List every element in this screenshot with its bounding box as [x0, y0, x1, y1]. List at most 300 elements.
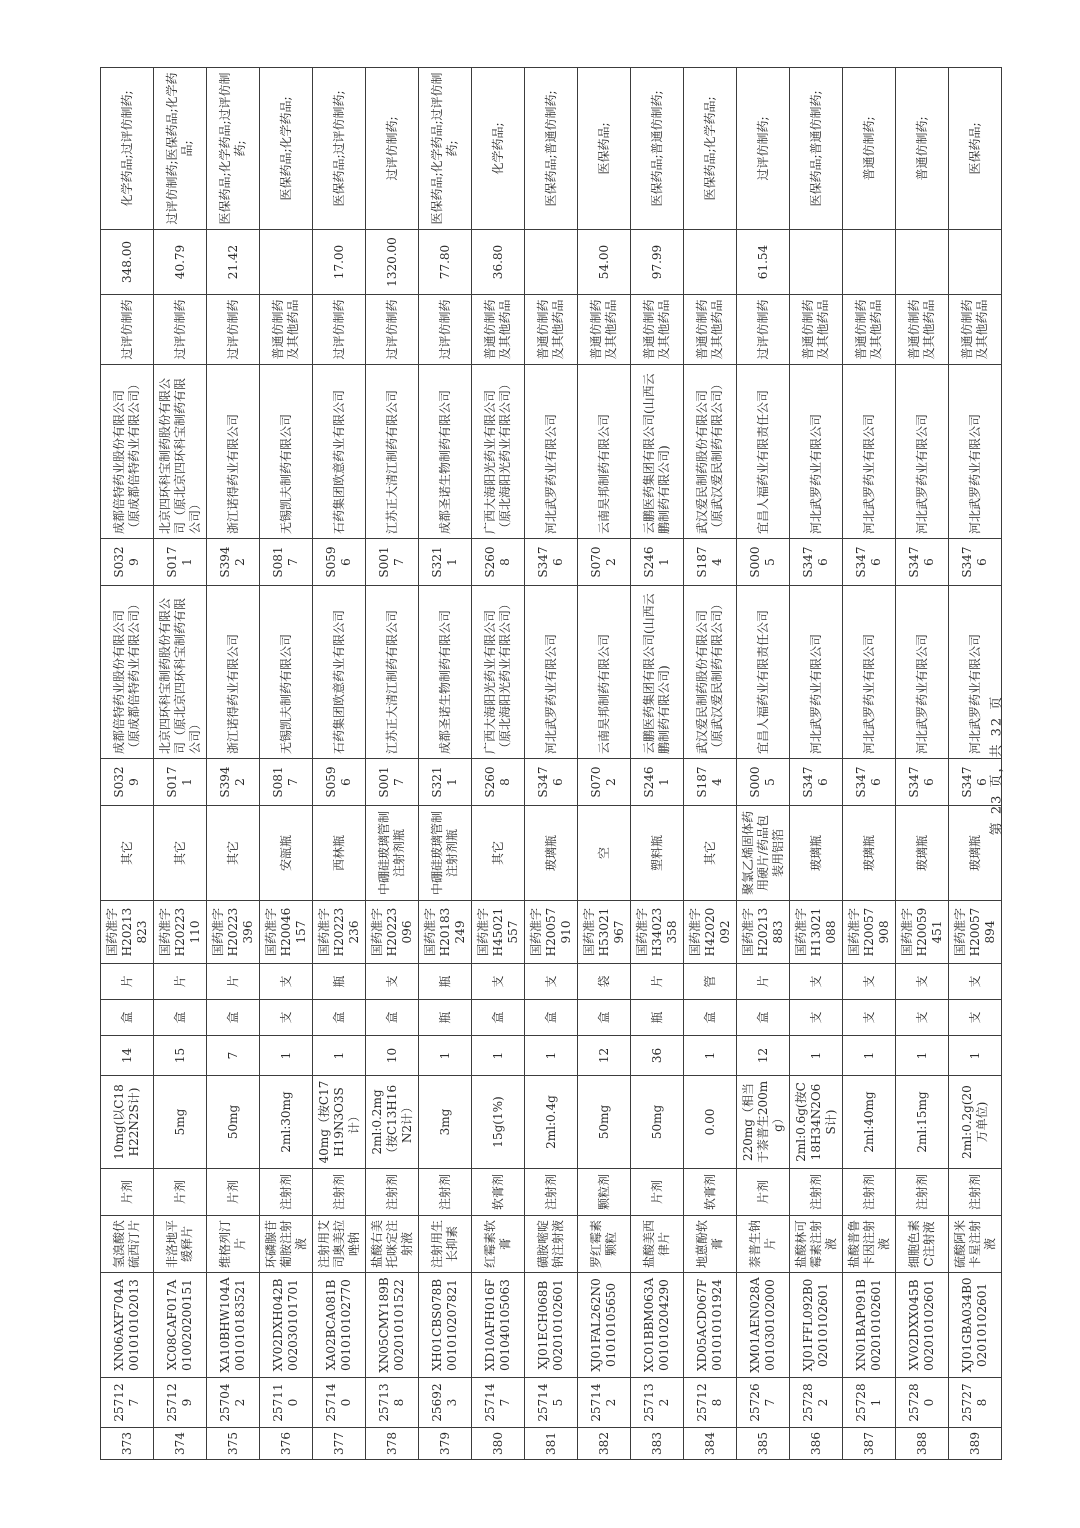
producer-name-cell: 河北武罗药业有限公司 [896, 586, 949, 759]
price-cell: 1320.00 [366, 230, 419, 295]
drug-name-cell: 注射用生长抑素 [419, 1216, 472, 1273]
pack-quantity-cell: 12 [578, 1036, 631, 1076]
producer-code-cell: S3476 [896, 759, 949, 806]
producer-code-cell: S2608 [472, 759, 525, 806]
producer-name-cell: 无锡凯夫制药有限公司 [260, 586, 313, 759]
listing-company-cell: 河北武罗药业有限公司 [843, 365, 896, 539]
drug-name-cell: 萘普生钠片 [737, 1216, 790, 1273]
row-number-cell: 386 [790, 1428, 843, 1460]
row-number-cell: 381 [525, 1428, 578, 1460]
pack-unit-cell: 盒 [313, 1000, 366, 1036]
approval-number-cell: 国药准字H20223236 [313, 901, 366, 964]
min-unit-cell: 片 [737, 964, 790, 1000]
dosage-form-cell: 注射剂 [366, 1169, 419, 1216]
price-cell: 36.80 [472, 230, 525, 295]
price-cell: 348.00 [101, 230, 154, 295]
packaging-material-cell: 其它 [472, 806, 525, 901]
min-unit-cell: 片 [207, 964, 260, 1000]
listing-code-cell: S3211 [419, 539, 472, 586]
producer-name-cell: 武汉爱民制药股份有限公司（原武汉爱民制药有限公司） [684, 586, 737, 759]
producer-code-cell: S3476 [525, 759, 578, 806]
pack-unit-cell: 支 [843, 1000, 896, 1036]
min-unit-cell: 片 [631, 964, 684, 1000]
price-cell [260, 230, 313, 295]
drug-category-cell: 普通仿制药及其他药品 [790, 295, 843, 365]
listing-code-cell: S0596 [313, 539, 366, 586]
producer-code-cell: S0329 [101, 759, 154, 806]
specification-cell: 2ml:0.4g [525, 1076, 578, 1169]
table-row [101, 68, 154, 1460]
specification-cell: 15g(1%) [472, 1076, 525, 1169]
approval-number-cell: 国药准字H20057910 [525, 901, 578, 964]
packaging-material-cell: 玻璃瓶 [790, 806, 843, 901]
approval-number-cell: 国药准字H53021967 [578, 901, 631, 964]
producer-code-cell: S3476 [790, 759, 843, 806]
pack-unit-cell: 支 [790, 1000, 843, 1036]
producer-name-cell: 宜昌人福药业有限责任公司 [737, 586, 790, 759]
min-unit-cell: 支 [260, 964, 313, 1000]
drug-name-cell: 注射用艾司奥美拉唑钠 [313, 1216, 366, 1273]
approval-number-cell: 国药准字H20183249 [419, 901, 472, 964]
packaging-material-cell: 玻璃瓶 [525, 806, 578, 901]
price-cell: 17.00 [313, 230, 366, 295]
dosage-form-cell: 软膏剂 [472, 1169, 525, 1216]
specification-cell: 2ml:0.6g(按C18H34N2O6S计) [790, 1076, 843, 1169]
min-unit-cell: 支 [366, 964, 419, 1000]
dosage-form-cell: 注射剂 [260, 1169, 313, 1216]
listing-company-cell: 河北武罗药业有限公司 [790, 365, 843, 539]
pack-quantity-cell: 1 [472, 1036, 525, 1076]
drug-attributes-cell: 医保药品; [578, 68, 631, 230]
packaging-material-cell: 其它 [684, 806, 737, 901]
producer-name-cell: 河北武罗药业有限公司 [949, 586, 1002, 759]
min-unit-cell: 片 [154, 964, 207, 1000]
drug-category-cell: 过评仿制药 [154, 295, 207, 365]
producer-name-cell: 河北武罗药业有限公司 [843, 586, 896, 759]
drug-code-cell: XA02BCA081B001010102770 [313, 1273, 366, 1378]
pack-unit-cell: 盒 [525, 1000, 578, 1036]
listing-company-cell: 成都倍特药业股份有限公司（原成都倍特药业有限公司） [101, 365, 154, 539]
approval-number-cell: 国药准字H45021557 [472, 901, 525, 964]
drug-name-cell: 非洛地平缓释片 [154, 1216, 207, 1273]
price-cell: 61.54 [737, 230, 790, 295]
pack-quantity-cell: 1 [790, 1036, 843, 1076]
drug-name-cell: 盐酸林可霉素注射液 [790, 1216, 843, 1273]
pack-quantity-cell: 1 [525, 1036, 578, 1076]
listing-company-cell: 浙江诺得药业有限公司 [207, 365, 260, 539]
listing-company-cell: 江苏正大清江制药有限公司 [366, 365, 419, 539]
drug-id-cell: 257127 [101, 1378, 154, 1428]
pack-unit-cell: 瓶 [631, 1000, 684, 1036]
drug-category-cell: 普通仿制药及其他药品 [472, 295, 525, 365]
approval-number-cell: 国药准字H13021088 [790, 901, 843, 964]
pack-quantity-cell: 14 [101, 1036, 154, 1076]
row-number-cell: 373 [101, 1428, 154, 1460]
table-row [790, 68, 843, 1460]
approval-number-cell: 国药准字H34023358 [631, 901, 684, 964]
producer-name-cell: 云南昊邦制药有限公司 [578, 586, 631, 759]
listing-company-cell: 石药集团欧意药业有限公司 [313, 365, 366, 539]
listing-company-cell: 宜昌人福药业有限责任公司 [737, 365, 790, 539]
packaging-material-cell: 中硼硅玻璃管制注射剂瓶 [366, 806, 419, 901]
dosage-form-cell: 片剂 [154, 1169, 207, 1216]
drug-code-cell: XC08CAF017A010020200151 [154, 1273, 207, 1378]
drug-code-cell: XD10AFH016F001040105063 [472, 1273, 525, 1378]
pack-quantity-cell: 12 [737, 1036, 790, 1076]
listing-company-cell: 广西大海阳光药业有限公司（原北海阳光药业有限公司） [472, 365, 525, 539]
table-row [366, 68, 419, 1460]
min-unit-cell: 袋 [578, 964, 631, 1000]
min-unit-cell: 支 [949, 964, 1002, 1000]
drug-code-cell: XD05ACD067F001010101924 [684, 1273, 737, 1378]
producer-name-cell: 广西大海阳光药业有限公司（原北海阳光药业有限公司） [472, 586, 525, 759]
approval-number-cell: 国药准字H20046157 [260, 901, 313, 964]
pack-unit-cell: 盒 [737, 1000, 790, 1036]
producer-name-cell: 成都圣诺生物制药有限公司 [419, 586, 472, 759]
listing-code-cell: S3476 [525, 539, 578, 586]
specification-cell: 2ml:0.2g(20万单位) [949, 1076, 1002, 1169]
specification-cell: 2ml:0.2mg（按C13H16N2计） [366, 1076, 419, 1169]
pack-quantity-cell: 1 [313, 1036, 366, 1076]
drug-attributes-cell: 医保药品;化学药品;过评仿制药; [207, 68, 260, 230]
drug-code-cell: XN06AXF704A001010102013 [101, 1273, 154, 1378]
price-cell [790, 230, 843, 295]
drug-id-cell: 257282 [790, 1378, 843, 1428]
pack-quantity-cell: 36 [631, 1036, 684, 1076]
approval-number-cell: 国药准字H20059451 [896, 901, 949, 964]
drug-name-cell: 盐酸普鲁卡因注射液 [843, 1216, 896, 1273]
price-cell [684, 230, 737, 295]
drug-category-cell: 过评仿制药 [419, 295, 472, 365]
pack-unit-cell: 盒 [207, 1000, 260, 1036]
packaging-material-cell: 聚氯乙烯固体药用硬片/药品包装用铝箔 [737, 806, 790, 901]
pack-quantity-cell: 10 [366, 1036, 419, 1076]
min-unit-cell: 瓶 [419, 964, 472, 1000]
row-number-cell: 387 [843, 1428, 896, 1460]
specification-cell: 50mg [207, 1076, 260, 1169]
drug-id-cell: 257042 [207, 1378, 260, 1428]
dosage-form-cell: 片剂 [101, 1169, 154, 1216]
drug-code-cell: XJ01FAL262N001010105650 [578, 1273, 631, 1378]
specification-cell: 5mg [154, 1076, 207, 1169]
row-number-cell: 377 [313, 1428, 366, 1460]
listing-code-cell: S3942 [207, 539, 260, 586]
drug-id-cell: 257138 [366, 1378, 419, 1428]
min-unit-cell: 支 [843, 964, 896, 1000]
dosage-form-cell: 片剂 [207, 1169, 260, 1216]
specification-cell: 10mg(以C18H22N2S计) [101, 1076, 154, 1169]
pack-unit-cell: 盒 [101, 1000, 154, 1036]
producer-name-cell: 北京四环科宝制药股份有限公司（原北京四环科宝制药有限公司） [154, 586, 207, 759]
drug-name-cell: 硫酸阿米卡星注射液 [949, 1216, 1002, 1273]
row-number-cell: 375 [207, 1428, 260, 1460]
drug-list-table [100, 67, 1002, 1460]
dosage-form-cell: 片剂 [631, 1169, 684, 1216]
drug-attributes-cell: 普通仿制药; [896, 68, 949, 230]
row-number-cell: 374 [154, 1428, 207, 1460]
table-body [101, 68, 1002, 1460]
drug-id-cell: 257267 [737, 1378, 790, 1428]
producer-code-cell: S0171 [154, 759, 207, 806]
specification-cell: 2ml:15mg [896, 1076, 949, 1169]
specification-cell: 2ml:40mg [843, 1076, 896, 1169]
pack-quantity-cell: 1 [843, 1036, 896, 1076]
drug-attributes-cell: 医保药品;普通仿制药; [525, 68, 578, 230]
drug-code-cell: XN01BAP091B002010102601 [843, 1273, 896, 1378]
producer-name-cell: 浙江诺得药业有限公司 [207, 586, 260, 759]
drug-category-cell: 普通仿制药及其他药品 [578, 295, 631, 365]
drug-attributes-cell: 化学药品; [472, 68, 525, 230]
drug-id-cell: 257145 [525, 1378, 578, 1428]
producer-name-cell: 江苏正大清江制药有限公司 [366, 586, 419, 759]
drug-category-cell: 普通仿制药及其他药品 [631, 295, 684, 365]
drug-attributes-cell: 医保药品; [949, 68, 1002, 230]
drug-category-cell: 普通仿制药及其他药品 [260, 295, 313, 365]
packaging-material-cell: 中硼硅玻璃管制注射剂瓶 [419, 806, 472, 901]
specification-cell: 2ml:30mg [260, 1076, 313, 1169]
pack-quantity-cell: 7 [207, 1036, 260, 1076]
min-unit-cell: 支 [896, 964, 949, 1000]
drug-id-cell: 257280 [896, 1378, 949, 1428]
price-cell: 54.00 [578, 230, 631, 295]
price-cell [525, 230, 578, 295]
price-cell: 21.42 [207, 230, 260, 295]
min-unit-cell: 片 [101, 964, 154, 1000]
producer-name-cell: 成都倍特药业股份有限公司（原成都倍特药业有限公司） [101, 586, 154, 759]
producer-code-cell: S3211 [419, 759, 472, 806]
drug-id-cell: 257140 [313, 1378, 366, 1428]
drug-id-cell: 257110 [260, 1378, 313, 1428]
drug-code-cell: XC01BBM063A001010204290 [631, 1273, 684, 1378]
table-row [260, 68, 313, 1460]
pack-quantity-cell: 1 [260, 1036, 313, 1076]
specification-cell: 50mg [631, 1076, 684, 1169]
specification-cell: 0.00 [684, 1076, 737, 1169]
drug-id-cell: 257281 [843, 1378, 896, 1428]
approval-number-cell: 国药准字H20223096 [366, 901, 419, 964]
row-number-cell: 384 [684, 1428, 737, 1460]
drug-category-cell: 普通仿制药及其他药品 [896, 295, 949, 365]
drug-id-cell: 257147 [472, 1378, 525, 1428]
listing-code-cell: S3476 [790, 539, 843, 586]
listing-company-cell: 河北武罗药业有限公司 [949, 365, 1002, 539]
drug-code-cell: XH01CBS078B001010207821 [419, 1273, 472, 1378]
listing-company-cell: 河北武罗药业有限公司 [525, 365, 578, 539]
specification-cell: 40mg（按C17H19N3O3S计） [313, 1076, 366, 1169]
drug-name-cell: 维格列汀片 [207, 1216, 260, 1273]
drug-code-cell: XV02DXH042B002030101701 [260, 1273, 313, 1378]
producer-name-cell: 河北武罗药业有限公司 [525, 586, 578, 759]
packaging-material-cell: 玻璃瓶 [896, 806, 949, 901]
approval-number-cell: 国药准字H20213883 [737, 901, 790, 964]
dosage-form-cell: 软膏剂 [684, 1169, 737, 1216]
pack-unit-cell: 支 [896, 1000, 949, 1036]
drug-attributes-cell: 化学药品;过评仿制药; [101, 68, 154, 230]
row-number-cell: 378 [366, 1428, 419, 1460]
min-unit-cell: 管 [684, 964, 737, 1000]
listing-company-cell: 北京四环科宝制药股份有限公司（原北京四环科宝制药有限公司） [154, 365, 207, 539]
drug-category-cell: 普通仿制药及其他药品 [684, 295, 737, 365]
pack-unit-cell: 盒 [366, 1000, 419, 1036]
rotated-table-wrapper [100, 68, 1010, 1460]
drug-attributes-cell: 普通仿制药; [843, 68, 896, 230]
pack-unit-cell: 支 [949, 1000, 1002, 1036]
producer-code-cell: S2461 [631, 759, 684, 806]
drug-attributes-cell: 医保药品;普通仿制药; [790, 68, 843, 230]
dosage-form-cell: 片剂 [737, 1169, 790, 1216]
packaging-material-cell: 安瓿瓶 [260, 806, 313, 901]
listing-code-cell: S3476 [949, 539, 1002, 586]
listing-code-cell: S0817 [260, 539, 313, 586]
listing-code-cell: S3476 [896, 539, 949, 586]
table-row [472, 68, 525, 1460]
drug-id-cell: 256923 [419, 1378, 472, 1428]
row-number-cell: 382 [578, 1428, 631, 1460]
table-row [737, 68, 790, 1460]
pack-quantity-cell: 1 [419, 1036, 472, 1076]
price-cell [949, 230, 1002, 295]
pack-unit-cell: 盒 [154, 1000, 207, 1036]
listing-company-cell: 无锡凯夫制药有限公司 [260, 365, 313, 539]
producer-code-cell: S0596 [313, 759, 366, 806]
drug-id-cell: 257132 [631, 1378, 684, 1428]
row-number-cell: 388 [896, 1428, 949, 1460]
drug-category-cell: 过评仿制药 [313, 295, 366, 365]
price-cell [843, 230, 896, 295]
listing-code-cell: S2608 [472, 539, 525, 586]
producer-code-cell: S0817 [260, 759, 313, 806]
specification-cell: 50mg [578, 1076, 631, 1169]
drug-id-cell: 257129 [154, 1378, 207, 1428]
drug-attributes-cell: 医保药品;化学药品; [260, 68, 313, 230]
drug-id-cell: 257278 [949, 1378, 1002, 1428]
packaging-material-cell: 塑料瓶 [631, 806, 684, 901]
listing-code-cell: S0017 [366, 539, 419, 586]
drug-category-cell: 普通仿制药及其他药品 [843, 295, 896, 365]
packaging-material-cell: 其它 [207, 806, 260, 901]
producer-name-cell: 云鹏医药集团有限公司(山西云鹏制药有限公司) [631, 586, 684, 759]
table-row [843, 68, 896, 1460]
drug-category-cell: 普通仿制药及其他药品 [525, 295, 578, 365]
packaging-material-cell: 空 [578, 806, 631, 901]
pack-quantity-cell: 1 [896, 1036, 949, 1076]
listing-company-cell: 云南昊邦制药有限公司 [578, 365, 631, 539]
drug-name-cell: 地蒽酚软膏 [684, 1216, 737, 1273]
table-row [419, 68, 472, 1460]
approval-number-cell: 国药准字H20223110 [154, 901, 207, 964]
drug-attributes-cell: 过评仿制药; [737, 68, 790, 230]
listing-code-cell: S1874 [684, 539, 737, 586]
drug-name-cell: 盐酸右美托咪定注射液 [366, 1216, 419, 1273]
min-unit-cell: 瓶 [313, 964, 366, 1000]
table-row [684, 68, 737, 1460]
drug-attributes-cell: 医保药品;化学药品; [684, 68, 737, 230]
producer-name-cell: 石药集团欧意药业有限公司 [313, 586, 366, 759]
producer-code-cell: S0702 [578, 759, 631, 806]
drug-attributes-cell: 医保药品;普通仿制药; [631, 68, 684, 230]
packaging-material-cell: 玻璃瓶 [843, 806, 896, 901]
drug-category-cell: 过评仿制药 [366, 295, 419, 365]
pack-quantity-cell: 1 [684, 1036, 737, 1076]
min-unit-cell: 支 [790, 964, 843, 1000]
drug-code-cell: XM01AEN028A001030102000 [737, 1273, 790, 1378]
row-number-cell: 380 [472, 1428, 525, 1460]
dosage-form-cell: 注射剂 [419, 1169, 472, 1216]
approval-number-cell: 国药准字H20223396 [207, 901, 260, 964]
row-number-cell: 383 [631, 1428, 684, 1460]
listing-company-cell: 武汉爱民制药股份有限公司（原武汉爱民制药有限公司） [684, 365, 737, 539]
approval-number-cell: 国药准字H20057894 [949, 901, 1002, 964]
page-number-text: 第 23 页，共 32 页 [989, 694, 1005, 836]
listing-company-cell: 云鹏医药集团有限公司(山西云鹏制药有限公司) [631, 365, 684, 539]
price-cell: 40.79 [154, 230, 207, 295]
dosage-form-cell: 注射剂 [896, 1169, 949, 1216]
table-row [578, 68, 631, 1460]
min-unit-cell: 支 [525, 964, 578, 1000]
drug-id-cell: 257128 [684, 1378, 737, 1428]
listing-code-cell: S0005 [737, 539, 790, 586]
packaging-material-cell: 其它 [154, 806, 207, 901]
pack-quantity-cell: 15 [154, 1036, 207, 1076]
price-cell: 97.99 [631, 230, 684, 295]
pack-unit-cell: 支 [260, 1000, 313, 1036]
dosage-form-cell: 注射剂 [313, 1169, 366, 1216]
specification-cell: 3mg [419, 1076, 472, 1169]
producer-code-cell: S1874 [684, 759, 737, 806]
drug-attributes-cell: 医保药品;化学药品;过评仿制药; [419, 68, 472, 230]
drug-name-cell: 氢溴酸伏硫西汀片 [101, 1216, 154, 1273]
drug-code-cell: XJ01ECH068B002010102601 [525, 1273, 578, 1378]
price-cell [896, 230, 949, 295]
table-row [313, 68, 366, 1460]
pack-unit-cell: 盒 [684, 1000, 737, 1036]
table-row [525, 68, 578, 1460]
producer-code-cell: S3476 [843, 759, 896, 806]
drug-name-cell: 磺胺嘧啶钠注射液 [525, 1216, 578, 1273]
dosage-form-cell: 颗粒剂 [578, 1169, 631, 1216]
min-unit-cell: 支 [472, 964, 525, 1000]
drug-name-cell: 罗红霉素颗粒 [578, 1216, 631, 1273]
drug-code-cell: XA10BHW104A001010183521 [207, 1273, 260, 1378]
drug-name-cell: 盐酸美西律片 [631, 1216, 684, 1273]
drug-code-cell: XN05CMY189B002010101522 [366, 1273, 419, 1378]
listing-company-cell: 成都圣诺生物制药有限公司 [419, 365, 472, 539]
listing-code-cell: S0702 [578, 539, 631, 586]
drug-name-cell: 细胞色素C注射液 [896, 1216, 949, 1273]
price-cell: 77.80 [419, 230, 472, 295]
page-footer [985, 690, 1005, 840]
drug-attributes-cell: 医保药品;过评仿制药; [313, 68, 366, 230]
producer-name-cell: 河北武罗药业有限公司 [790, 586, 843, 759]
approval-number-cell: 国药准字H20057908 [843, 901, 896, 964]
row-number-cell: 385 [737, 1428, 790, 1460]
listing-code-cell: S0171 [154, 539, 207, 586]
table-row [631, 68, 684, 1460]
dosage-form-cell: 注射剂 [843, 1169, 896, 1216]
drug-name-cell: 红霉素软膏 [472, 1216, 525, 1273]
producer-code-cell: S0005 [737, 759, 790, 806]
packaging-material-cell: 玻璃瓶 [949, 806, 1002, 901]
specification-cell: 220mg（相当于萘普生200mg） [737, 1076, 790, 1169]
approval-number-cell: 国药准字H42020092 [684, 901, 737, 964]
dosage-form-cell: 注射剂 [949, 1169, 1002, 1216]
pack-unit-cell: 盒 [472, 1000, 525, 1036]
listing-company-cell: 河北武罗药业有限公司 [896, 365, 949, 539]
table-row [896, 68, 949, 1460]
listing-code-cell: S2461 [631, 539, 684, 586]
pack-unit-cell: 盒 [578, 1000, 631, 1036]
packaging-material-cell: 西林瓶 [313, 806, 366, 901]
